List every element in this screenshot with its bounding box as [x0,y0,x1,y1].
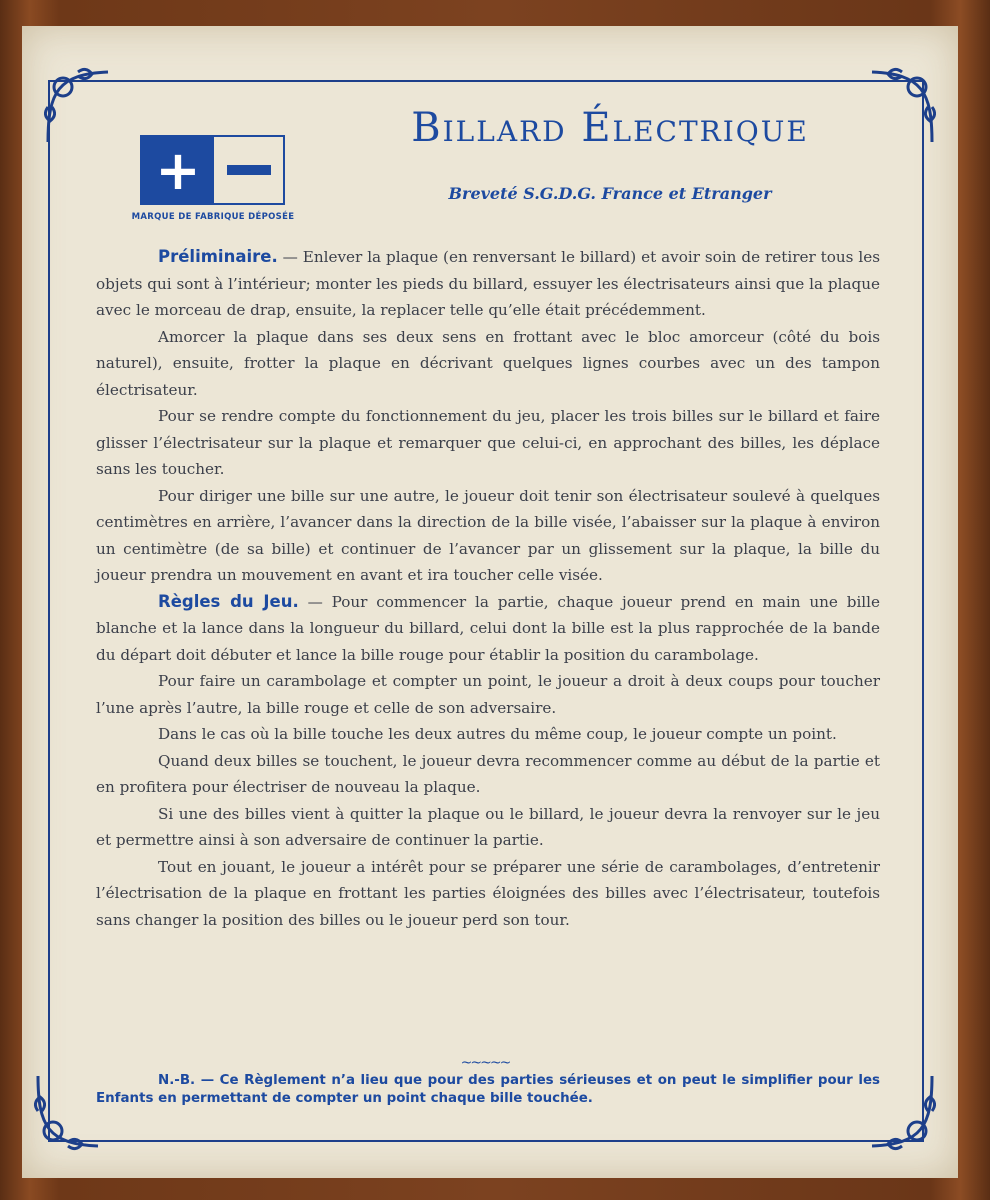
trademark-label: MARQUE DE FABRIQUE DÉPOSÉE [131,212,295,222]
paragraph-text: — Enlever la plaque (en renversant le billard) et avoir soin de retirer tous les objets qui sont à l’intérieur; monter les pieds du billard, essuyer les électrisateurs ainsi que la plaque avec le morceau de drap, ensuite, la replacer telle qu’elle était précédemment. [96,248,880,319]
patent-subtitle: Breveté S.G.D.G. France et Etranger [448,184,772,203]
paragraph: Pour diriger une bille sur une autre, le joueur doit tenir son électrisateur soulevé à quelques centimètres en arrière, l’avancer dans la direction de la bille visée, l’abaisser sur la plaque à environ un centimètre (de sa bille) et continuer de l’avancer par un glissement sur la plaque, la bille du joueur prendra un mouvement en avant et ira toucher celle visée. [96,486,880,584]
page-title: Billard Électrique [411,105,809,151]
paragraph: Si une des billes vient à quitter la plaque ou le billard, le joueur devra la renvoyer sur le jeu et permettre ainsi à son adversaire de continuer la partie. [96,804,880,849]
paragraph: Dans le cas où la bille touche les deux autres du même coup, le joueur compte un point. [158,725,837,743]
nota-bene: N.-B. — Ce Règlement n’a lieu que pour des parties sérieuses et on peut le simplifier pour les Enfants en permettant de compter un point chaque bille touchée. [96,1073,880,1106]
divider-flourish-icon: ~~~~~ [460,1055,510,1071]
paragraph: Quand deux billes se touchent, le joueur devra recommencer comme au début de la partie et en profitera pour électriser de nouveau la plaque. [96,751,880,796]
rules-text [96,244,880,933]
section-heading-preliminaire: Préliminaire. [158,247,278,266]
minus-icon [214,137,283,203]
plus-minus-logo [140,135,285,205]
plus-icon: + [142,137,214,203]
minus-bar [227,165,271,175]
paragraph: Pour faire un carambolage et compter un point, le joueur a droit à deux coups pour toucher l’une après l’autre, la bille rouge et celle de son adversaire. [96,672,880,717]
ornament-corner-top-left-icon [38,62,128,152]
paragraph-text: — Pour commencer la partie, chaque joueur prend en main une bille blanche et la lance dans la longueur du billard, celui dont la bille est la plus rapprochée de la bande du départ doit débuter et lance la bille rouge pour établir la position du carambolage. [96,592,881,664]
section-heading-regles: Règles du Jeu. [158,591,299,611]
paragraph [96,244,880,324]
paragraph: Tout en jouant, le joueur a intérêt pour se préparer une série de carambolages, d’entretenir l’électrisation de la plaque en frottant les parties éloignées des billes avec l’électrisateur, toutefois sans changer la position des billes ou le joueur perd son tour. [96,857,880,929]
paragraph: Pour se rendre compte du fonctionnement du jeu, placer les trois billes sur le billard et faire glisser l’électrisateur sur la plaque et remarquer que celui-ci, en approchant des billes, les déplace sans les toucher. [96,407,880,478]
paragraph [96,589,880,669]
paragraph: Amorcer la plaque dans ses deux sens en frottant avec le bloc amorceur (côté du bois naturel), ensuite, frotter la plaque en décrivant quelques lignes courbes avec un des tampon électrisateur. [96,327,880,399]
